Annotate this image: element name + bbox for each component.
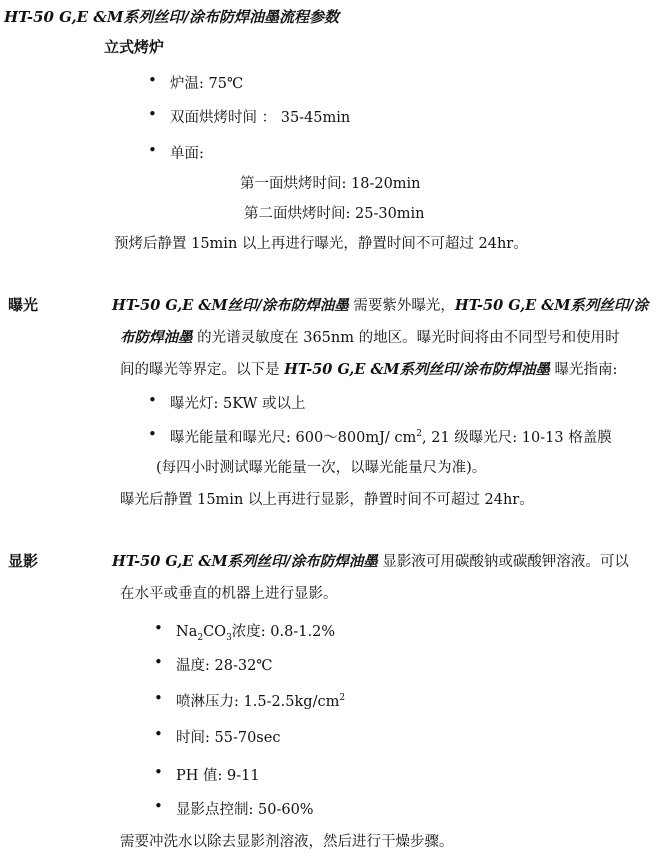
oven-double-item: • 双面烘烤时间 ： 35-45min — [170, 106, 350, 127]
superscript: 2 — [416, 429, 423, 440]
exposure-lamp-item: • 曝光灯: 5KW 或以上 — [170, 392, 306, 413]
exposure-label: 曝光 — [8, 296, 39, 314]
text: 喷淋压力: 1.5-2.5kg/cm — [176, 694, 340, 710]
develop-time-item: • 时间: 55-70sec — [176, 726, 280, 747]
exposure-energy-item — [170, 426, 612, 447]
develop-note: 需要冲洗水以除去显影剂溶液，然后进行干燥步骤。 — [120, 834, 454, 850]
oven-temp-item: • 炉温: 75℃ — [170, 72, 243, 93]
text: 的光谱灵敏度在 365nm 的地区。曝光时间将由不同型号和使用时 — [192, 330, 620, 346]
develop-label: 显影 — [8, 552, 39, 570]
superscript: 2 — [339, 693, 346, 704]
product-name: HT-50 G,E &M系列丝印/涂布防焊油墨 — [112, 553, 378, 570]
text: Na — [176, 624, 198, 640]
product-name: 布防焊油墨 — [120, 329, 193, 346]
text: CO — [203, 624, 227, 640]
exposure-energy-note: (每四小时测试曝光能量一次，以曝光能量尺为准)。 — [156, 460, 487, 476]
exposure-note: 曝光后静置 15min 以上再进行显影，静置时间不可超过 24hr。 — [120, 492, 534, 508]
exposure-line-1 — [112, 294, 648, 315]
text: 需要紫外曝光， — [348, 298, 455, 314]
subscript: 3 — [226, 632, 232, 643]
text: 间的曝光等界定。以下是 — [120, 362, 285, 378]
develop-temp-item: • 温度: 28-32℃ — [176, 654, 273, 675]
product-name: HT-50 G,E &M丝印/涂布防焊油墨 — [112, 297, 349, 314]
oven-first-side: 第一面烘烤时间: 18-20min — [240, 176, 421, 192]
develop-point-item: • 显影点控制: 50-60% — [176, 798, 314, 819]
oven-single-item: • 单面: — [170, 142, 204, 163]
exposure-line-2 — [120, 326, 620, 347]
text: , 21 级曝光尺: 10-13 格盖膜 — [422, 430, 612, 446]
develop-concentration-item — [176, 620, 335, 643]
exposure-line-3 — [120, 358, 617, 379]
oven-second-side: 第二面烘烤时间: 25-30min — [244, 206, 425, 222]
develop-line-2: 在水平或垂直的机器上进行显影。 — [120, 586, 338, 602]
develop-line-1 — [112, 550, 629, 571]
develop-pressure-item — [176, 690, 345, 711]
subscript: 2 — [197, 632, 204, 643]
develop-ph-item: • PH 值: 9-11 — [176, 764, 260, 785]
text: 浓度: 0.8-1.2% — [231, 624, 336, 640]
oven-heading: 立式烤炉 — [104, 38, 165, 56]
product-name: HT-50 G,E &M系列丝印/涂 — [454, 297, 649, 314]
text: 曝光能量和曝光尺: 600～800mJ/ cm — [170, 430, 417, 446]
oven-note: 预烤后静置 15min 以上再进行曝光，静置时间不可超过 24hr。 — [114, 236, 528, 252]
document-title: HT-50 G,E &M系列丝印/涂布防焊油墨流程参数 — [4, 8, 339, 26]
text: 显影液可用碳酸钠或碳酸钾溶液。可以 — [377, 554, 629, 570]
product-name: HT-50 G,E &M系列丝印/涂布防焊油墨 — [284, 361, 550, 378]
text: 曝光指南: — [549, 362, 618, 378]
